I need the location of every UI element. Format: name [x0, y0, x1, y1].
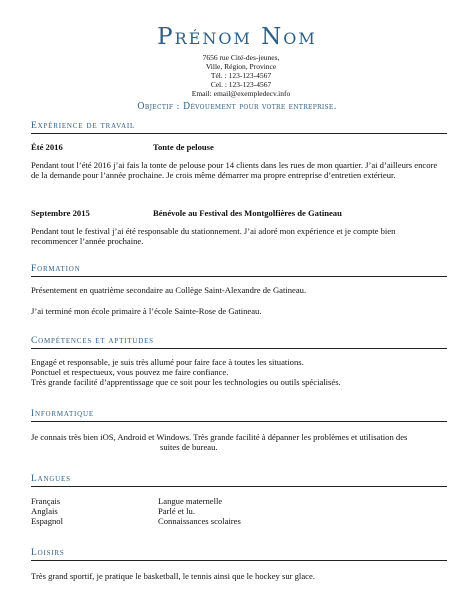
contact-city: Ville, Région, Province: [205, 62, 277, 71]
formation-line: J’ai terminé mon école primaire à l’école Sainte-Rose de Gatineau.: [31, 306, 262, 316]
competence-line: Engagé et responsable, je suis très allumé pour faire face à toutes les situations.: [31, 357, 304, 367]
section-divider: [31, 421, 447, 422]
contact-phone: Tél. : 123-123-4567: [210, 71, 272, 80]
section-title-competences: Compétences et aptitudes: [31, 336, 154, 346]
formation-line: Présentement en quatrième secondaire au Collège Saint-Alexandre de Gatineau.: [31, 285, 307, 295]
job-role: Bénévole au Festival des Montgolfières de Gatineau: [153, 208, 342, 218]
contact-cell: Cel. : 123-123-4567: [210, 80, 272, 89]
section-title-langues: Langues: [31, 474, 71, 484]
job-description: Pendant tout l’été 2016 j’ai fais la tonte de pelouse pour 14 clients dans les rues de mon quartier. J’ai d’ailleurs encore de la demande pour l’année prochaine. Je crois même démarrer ma propre entreprise d’entretien extérieur.: [31, 160, 438, 180]
informatique-line: Je connais très bien iOS, Android et Windows. Très grande facilité à dépanner les problèmes et utilisation des: [31, 432, 408, 442]
contact-email: Email: email@exempledecv.info: [191, 89, 291, 98]
loisirs-line: Très grand sportif, je pratique le basketball, le tennis ainsi que le hockey sur glace.: [31, 571, 315, 581]
job-description: Pendant tout le festival j’ai été responsable du stationnement. J’ai adoré mon expérience et je compte bien recommencer l’année prochaine.: [31, 226, 396, 246]
section-divider: [31, 560, 447, 561]
language-name: Anglais: [31, 506, 58, 516]
candidate-name: Prénom Nom: [157, 24, 317, 50]
contact-block: [186, 53, 296, 98]
language-level: Connaissances scolaires: [158, 516, 241, 526]
section-divider: [31, 486, 447, 487]
job-role: Tonte de pelouse: [153, 142, 214, 152]
informatique-line-continued: suites de bureau.: [160, 442, 218, 452]
language-name: Espagnol: [31, 516, 63, 526]
section-title-experience: Expérience de travail: [31, 121, 136, 131]
competence-line: Très grande facilité d’apprentissage que ce soit pour les technologies ou outils spécialisés.: [31, 377, 341, 387]
section-title-informatique: Informatique: [31, 409, 94, 419]
section-divider: [31, 133, 447, 134]
contact-address: 7656 rue Cité-des-jeunes,: [202, 53, 280, 62]
language-level: Parlé et lu.: [158, 506, 195, 516]
competence-line: Ponctuel et respectueux, vous pouvez me faire confiance.: [31, 367, 229, 377]
section-title-formation: Formation: [31, 264, 81, 274]
section-divider: [31, 348, 447, 349]
job-date: Été 2016: [31, 142, 63, 152]
job-date: Septembre 2015: [31, 208, 90, 218]
language-name: Français: [31, 496, 61, 506]
language-level: Langue maternelle: [158, 496, 223, 506]
objective: Objectif : Dévouement pour votre entreprise.: [137, 102, 337, 112]
section-divider: [31, 276, 447, 277]
section-title-loisirs: Loisirs: [31, 548, 65, 558]
